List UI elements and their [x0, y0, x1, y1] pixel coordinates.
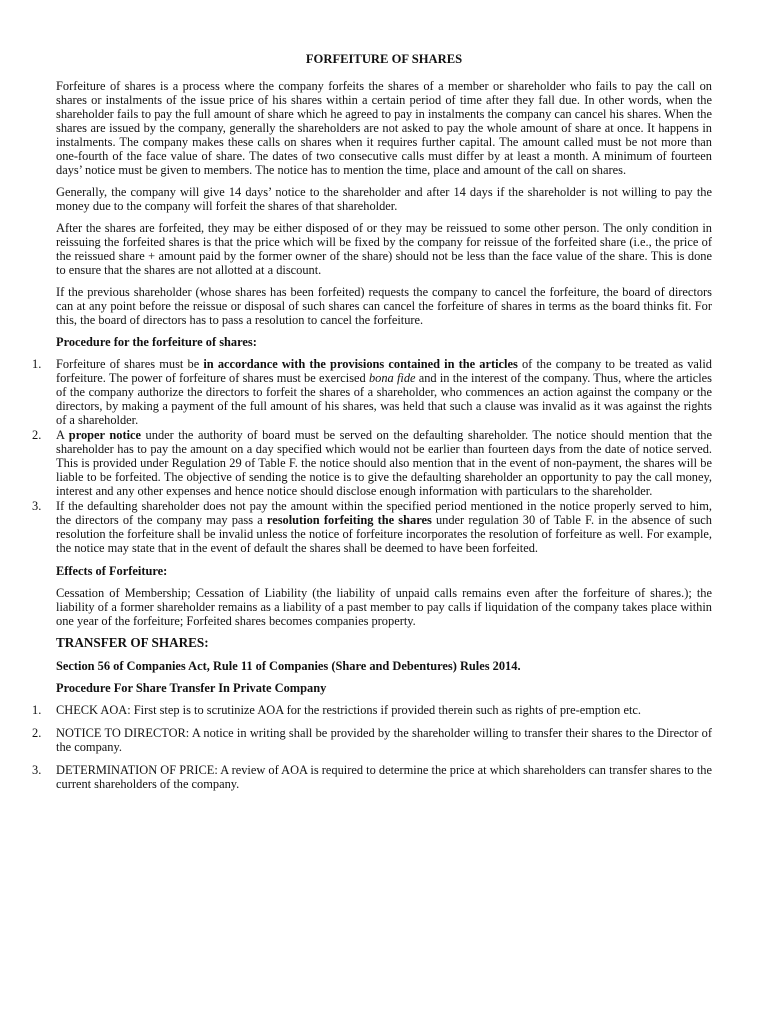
transfer-list: [32, 703, 712, 791]
transfer-item: [32, 703, 712, 717]
item-text: under regulation 30 of Table F. in the absence of such resolution the forfeiture shall be invalid unless the notice of forfeiture incorporates the resolution of forfeiture as well. For example, the notice may state that in the event of default the shares shall be deemed to have been forfeited.: [56, 513, 712, 555]
procedure-item: [32, 499, 712, 555]
item-italic: bona fide: [368, 371, 416, 385]
transfer-item: [32, 763, 712, 791]
list-number: 3.: [32, 499, 42, 513]
item-text: Forfeiture of shares must be: [56, 357, 204, 371]
transfer-heading: TRANSFER OF SHARES:: [56, 635, 209, 650]
item-text: and in the interest of the company. Thus, where the articles of the company authorize the directors to forfeit the shares of a shareholder, who commences an action against the company or the directors, by making a payment of the full amount of his shares, was held that such a clause was invalid as it was against the rights of a shareholder.: [56, 371, 712, 427]
effects-paragraph: Cessation of Membership; Cessation of Liability (the liability of unpaid calls remains even after the forfeiture of shares.); the liability of a former shareholder remains as a liability of a past member to pay calls if liquidation of the company takes place within one year of the forfeiture; Forfeited shares becomes companies property.: [56, 586, 712, 628]
item-bold: proper notice: [68, 428, 142, 442]
item-text: under the authority of board must be served on the defaulting shareholder. The notice should mention that the shareholder has to pay the amount on a day specified which would not be earlier than fourteen days from the date of notice served. This is provided under Regulation 29 of Table F. the notice should also mention that in the event of non-payment, the shares will be liable to be forfeited. The objective of sending the notice is to give the defaulting shareholder an opportunity to pay the call money, interest and any other expenses and hence notice should disclose enough information with particulars to the shareholder.: [56, 428, 712, 498]
procedure-item: [32, 357, 712, 427]
private-procedure-heading: Procedure For Share Transfer In Private Company: [56, 681, 327, 695]
list-number: 3.: [32, 763, 42, 777]
procedure-item: [32, 428, 712, 498]
paragraph-reissue: After the shares are forfeited, they may be either disposed of or they may be reissued to some other person. The only condition in reissuing the forfeited shares is that the price which will be fixed by the company for reissue of the forfeited share (i.e., the price of the reissued share + amount paid by the former owner of the share) should not be less than the face value of the share. This is done to ensure that the shares are not allotted at a discount.: [56, 221, 712, 277]
list-number: 1.: [32, 357, 42, 371]
item-text: If the defaulting shareholder does not pay the amount within the specified period mentioned in the notice properly served to him, the directors of the company may pass a: [56, 499, 712, 527]
item-text: CHECK AOA: First step is to scrutinize AOA for the restrictions if provided therein such as rights of pre-emption etc.: [56, 703, 642, 717]
item-text: DETERMINATION OF PRICE: A review of AOA is required to determine the price at which shareholders can transfer shares to the current shareholders of the company.: [56, 763, 712, 791]
list-number: 1.: [32, 703, 42, 717]
procedure-list: [32, 357, 712, 555]
procedure-heading: Procedure for the forfeiture of shares:: [56, 335, 257, 349]
list-number: 2.: [32, 428, 42, 442]
effects-heading: Effects of Forfeiture:: [56, 564, 168, 578]
item-text: A: [56, 428, 69, 442]
item-text: NOTICE TO DIRECTOR: A notice in writing shall be provided by the shareholder willing to transfer their shares to the Director of the company.: [56, 726, 712, 754]
paragraph-cancel: If the previous shareholder (whose shares has been forfeited) requests the company to cancel the forfeiture, the board of directors can at any point before the reissue or disposal of such shares can cancel the forfeiture of shares in terms as the board thinks fit. For this, the board of directors has to pass a resolution to cancel the forfeiture.: [56, 285, 712, 327]
document-page: [32, 52, 712, 800]
section-heading: Section 56 of Companies Act, Rule 11 of Companies (Share and Debentures) Rules 2014.: [56, 659, 521, 673]
paragraph-intro: Forfeiture of shares is a process where the company forfeits the shares of a member or shareholder who fails to pay the call on shares or instalments of the issue price of his shares within a certain period of time after they fall due. In other words, when the shareholder fails to pay the full amount of share which he agreed to pay in instalments the company can cancel his shares. When the shares are issued by the company, generally the shareholders are not asked to pay the whole amount of share at once. It happens in instalments. The company makes these calls on shares when it requires further capital. The amount called must be not more than one-fourth of the face value of share. The dates of two consecutive calls must differ by at least a month. A minimum of fourteen days’ notice must be given to members. The notice has to mention the time, place and amount of the call on shares.: [56, 79, 712, 177]
item-bold: in accordance with the provisions contained in the articles: [203, 357, 518, 371]
paragraph-notice: Generally, the company will give 14 days’ notice to the shareholder and after 14 days if the shareholder is not willing to pay the money due to the company will forfeit the shares of that shareholder.: [56, 185, 712, 213]
document-title: FORFEITURE OF SHARES: [305, 52, 463, 66]
item-bold: resolution forfeiting the shares: [266, 513, 432, 527]
transfer-item: [32, 726, 712, 754]
item-text: of the company to be treated as valid forfeiture. The power of forfeiture of shares must be exercised: [56, 357, 712, 385]
list-number: 2.: [32, 726, 42, 740]
